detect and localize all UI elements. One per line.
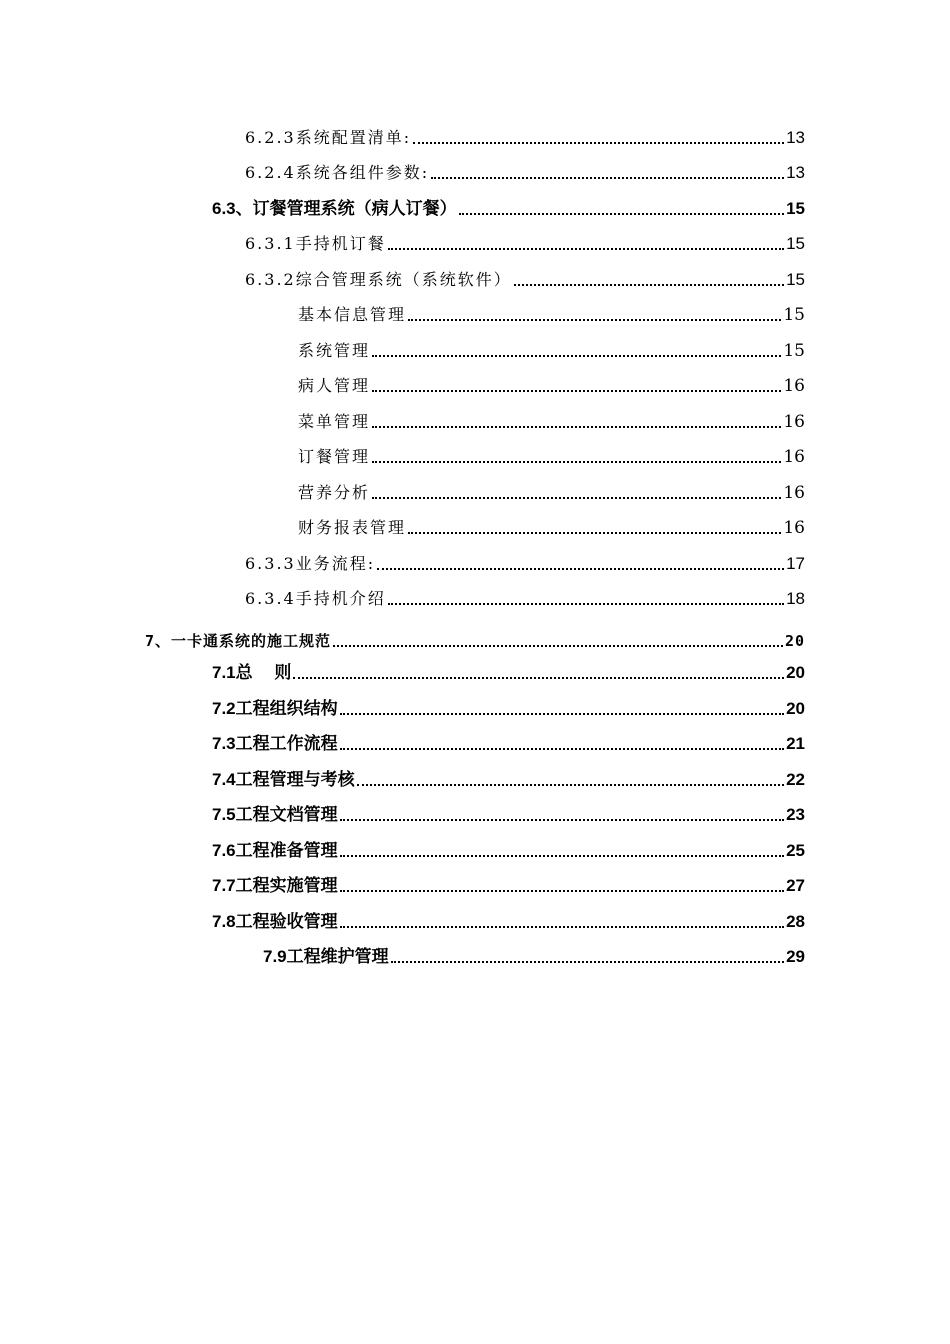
toc-leader-dots (293, 677, 784, 679)
toc-entry-page: 15 (786, 270, 805, 289)
toc-leader-dots (333, 645, 783, 647)
toc-leader-dots (388, 248, 784, 250)
toc-entry-7-6[interactable] (212, 838, 805, 862)
toc-entry-page: 20 (784, 632, 805, 650)
toc-entry-title: 菜单管理 (298, 412, 371, 431)
toc-entry-page: 25 (786, 841, 805, 860)
toc-leader-dots (431, 177, 784, 179)
toc-entry-page: 15 (786, 199, 805, 218)
toc-entry-6-2-3[interactable] (245, 125, 805, 149)
toc-entry-title: 6.3.3业务流程: (245, 554, 376, 573)
toc-entry-7-3[interactable] (212, 731, 805, 755)
toc-entry-title: 7.4工程管理与考核 (212, 770, 355, 789)
toc-entry-6-3-1[interactable] (245, 231, 805, 255)
toc-entry-system-mgmt[interactable] (298, 338, 805, 362)
toc-entry-title: 病人管理 (298, 376, 371, 395)
toc-leader-dots (377, 568, 784, 570)
toc-leader-dots (408, 532, 781, 534)
toc-entry-basic-info[interactable] (298, 302, 805, 326)
toc-entry-title: 7、一卡通系统的施工规范 (145, 632, 332, 650)
toc-leader-dots (391, 961, 784, 963)
toc-entry-page: 15 (783, 341, 805, 361)
toc-entry-title: 6.2.4系统各组件参数: (245, 163, 430, 182)
toc-leader-dots (340, 855, 784, 857)
toc-entry-title: 7.8工程验收管理 (212, 912, 338, 931)
toc-entry-title: 6.3、订餐管理系统（病人订餐） (212, 199, 457, 218)
toc-entry-page: 13 (786, 163, 805, 182)
toc-entry-title: 财务报表管理 (298, 518, 407, 537)
toc-entry-title: 6.3.1手持机订餐 (245, 234, 386, 253)
toc-leader-dots (372, 355, 781, 357)
toc-leader-dots (340, 819, 784, 821)
toc-leader-dots (372, 461, 781, 463)
toc-entry-title: 营养分析 (298, 483, 371, 502)
toc-entry-title: 7.1总 则 (212, 663, 292, 682)
toc-entry-page: 16 (783, 518, 805, 538)
toc-leader-dots (357, 784, 784, 786)
toc-entry-title: 7.2工程组织结构 (212, 699, 338, 718)
toc-entry-title: 6.2.3系统配置清单: (245, 128, 412, 147)
toc-entry-7-2[interactable] (212, 696, 805, 720)
toc-entry-title: 7.6工程准备管理 (212, 841, 338, 860)
toc-leader-dots (459, 213, 784, 215)
toc-leader-dots (372, 426, 781, 428)
toc-entry-nutrition[interactable] (298, 480, 805, 504)
toc-entry-7-9[interactable] (263, 944, 805, 968)
toc-entry-page: 13 (786, 128, 805, 147)
toc-entry-page: 15 (786, 234, 805, 253)
toc-entry-page: 29 (786, 947, 805, 966)
toc-entry-title: 基本信息管理 (298, 305, 407, 324)
toc-entry-title: 7.3工程工作流程 (212, 734, 338, 753)
toc-leader-dots (413, 142, 784, 144)
toc-leader-dots (372, 390, 781, 392)
toc-entry-page: 15 (783, 305, 805, 325)
toc-entry-title: 6.3.2综合管理系统（系统软件） (245, 270, 512, 289)
toc-entry-7-5[interactable] (212, 802, 805, 826)
toc-entry-title: 系统管理 (298, 341, 371, 360)
toc-entry-page: 27 (786, 876, 805, 895)
toc-entry-6-3-3[interactable] (245, 551, 805, 575)
toc-entry-page: 18 (786, 589, 805, 608)
toc-entry-title: 7.7工程实施管理 (212, 876, 338, 895)
toc-leader-dots (514, 284, 784, 286)
toc-leader-dots (340, 713, 784, 715)
toc-entry-7-4[interactable] (212, 767, 805, 791)
toc-entry-page: 16 (783, 483, 805, 503)
toc-leader-dots (340, 890, 784, 892)
toc-entry-6-3-4[interactable] (245, 586, 805, 610)
toc-leader-dots (340, 926, 784, 928)
toc-entry-page: 16 (783, 376, 805, 396)
toc-leader-dots (388, 603, 784, 605)
toc-entry-chapter-7[interactable] (145, 628, 805, 652)
toc-entry-6-3[interactable] (212, 196, 805, 220)
toc-entry-page: 20 (786, 663, 805, 682)
toc-entry-patient-mgmt[interactable] (298, 373, 805, 397)
toc-leader-dots (408, 319, 781, 321)
toc-entry-menu-mgmt[interactable] (298, 409, 805, 433)
toc-entry-finance[interactable] (298, 515, 805, 539)
toc-entry-6-2-4[interactable] (245, 160, 805, 184)
toc-entry-page: 17 (786, 554, 805, 573)
toc-entry-page: 23 (786, 805, 805, 824)
toc-entry-6-3-2[interactable] (245, 267, 805, 291)
toc-leader-dots (372, 497, 781, 499)
toc-entry-title: 订餐管理 (298, 447, 371, 466)
toc-entry-title: 6.3.4手持机介绍 (245, 589, 386, 608)
toc-leader-dots (340, 748, 784, 750)
toc-entry-title: 7.5工程文档管理 (212, 805, 338, 824)
toc-entry-page: 21 (786, 734, 805, 753)
toc-entry-page: 20 (786, 699, 805, 718)
toc-entry-7-1[interactable] (212, 660, 805, 684)
toc-entry-page: 16 (783, 447, 805, 467)
toc-entry-7-7[interactable] (212, 873, 805, 897)
toc-entry-page: 22 (786, 770, 805, 789)
toc-entry-page: 28 (786, 912, 805, 931)
toc-entry-order-mgmt[interactable] (298, 444, 805, 468)
toc-entry-7-8[interactable] (212, 909, 805, 933)
toc-entry-title: 7.9工程维护管理 (263, 947, 389, 966)
toc-entry-page: 16 (783, 412, 805, 432)
